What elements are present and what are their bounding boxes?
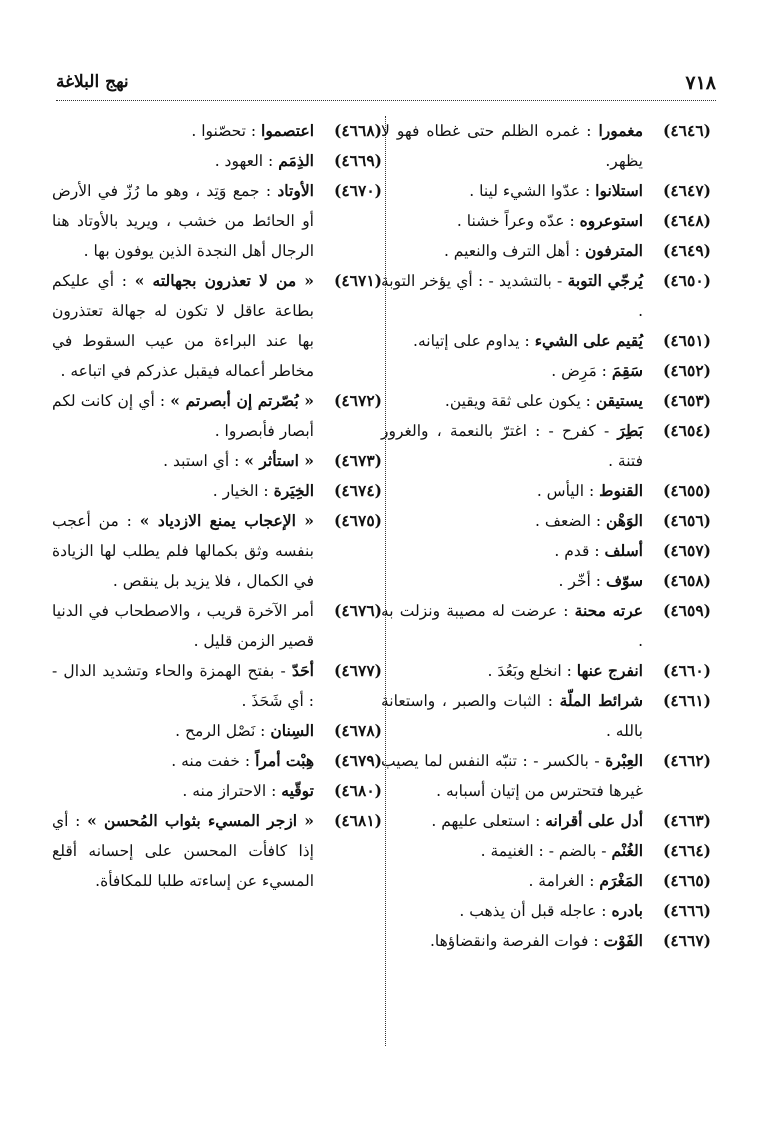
- glossary-entry: [52, 266, 382, 386]
- entry-body: [52, 476, 314, 506]
- entry-definition: : أي عليكم بطاعة عاقل لا تكون له جهالة تعتذرون بها عند البراءة من عيب السقوط في مخاطر أعماله فيقبل عذركم في اتباعه .: [52, 272, 314, 380]
- page-header: [56, 68, 716, 101]
- entry-definition: : عدّوا الشيء لينا .: [469, 182, 591, 200]
- entry-term: سوّف: [605, 571, 643, 590]
- glossary-entry: [52, 176, 382, 266]
- glossary-entry: [381, 686, 711, 746]
- glossary-entry: [52, 146, 382, 176]
- entry-body: [52, 386, 314, 446]
- entry-term: مغمورا: [598, 121, 643, 140]
- entry-body: [381, 506, 643, 536]
- entry-body: [381, 746, 643, 806]
- entry-number: (٤٦٧٢): [334, 391, 382, 410]
- entry-term: السِنان: [270, 721, 314, 740]
- entry-term: « الإعجاب يمنع الازدياد »: [139, 511, 314, 530]
- glossary-entry: [381, 536, 711, 566]
- glossary-entry: [52, 806, 382, 896]
- entry-definition: : العهود .: [214, 152, 274, 170]
- entry-body: [381, 596, 643, 656]
- glossary-entry: [381, 596, 711, 656]
- entry-body: [52, 176, 314, 266]
- entry-definition: : أي استبد .: [163, 452, 240, 470]
- entry-term: يُقيم على الشيء: [534, 331, 643, 350]
- entry-number: (٤٦٧٣): [334, 451, 382, 470]
- entry-definition: : خفت منه .: [171, 752, 251, 770]
- entry-term: بادره: [611, 901, 643, 920]
- entry-definition: : نَصْل الرمح .: [175, 722, 266, 740]
- entry-body: [52, 146, 314, 176]
- entry-body: [52, 776, 314, 806]
- entry-definition: : غمره الظلم حتى غطاه فهو لا يظهر.: [381, 122, 643, 170]
- entry-term: اعتصموا: [261, 121, 314, 140]
- entry-number: (٤٦٥٥): [663, 481, 711, 500]
- entry-body: [52, 806, 314, 896]
- entry-definition: : يداوم على إتيانه.: [413, 332, 530, 350]
- entry-number: (٤٦٥٦): [663, 511, 711, 530]
- entry-body: [52, 716, 314, 746]
- entry-number: (٤٦٦٣): [663, 811, 711, 830]
- entry-term: القنوط: [599, 481, 643, 500]
- entry-number: (٤٦٥٨): [663, 571, 711, 590]
- entry-definition: : عرضت له مصيبة ونزلت به .: [381, 602, 643, 650]
- entry-number: (٤٦٥٣): [663, 391, 711, 410]
- entry-definition: : من أعجب بنفسه وثق بكمالها فلم يطلب لها الزيادة في الكمال ، فلا يزيد بل ينقص .: [52, 512, 314, 590]
- entry-body: [381, 116, 643, 176]
- entry-body: [381, 236, 643, 266]
- entry-body: [381, 416, 643, 476]
- entry-definition: : أي إذا كافأت المحسن على إحسانه أقلع المسيء عن إساءته طلبا للمكافأة.: [52, 812, 314, 890]
- glossary-entry: [381, 656, 711, 686]
- entry-term: توقّيه: [281, 781, 314, 800]
- entry-number: (٤٦٥٩): [663, 601, 711, 620]
- entry-definition: - بالتشديد - : أي يؤخر التوبة .: [381, 272, 643, 320]
- entry-number: (٤٦٦٥): [663, 871, 711, 890]
- entry-number: (٤٦٥٤): [663, 421, 711, 440]
- entry-body: [381, 566, 643, 596]
- book-title: نهج البلاغة: [56, 72, 129, 92]
- entry-body: [381, 896, 643, 926]
- right-column: [381, 116, 711, 956]
- entry-number: (٤٦٦٦): [663, 901, 711, 920]
- entry-definition: - بفتح الهمزة والحاء وتشديد الدال - : أي شَحَذَ .: [52, 662, 314, 710]
- glossary-entry: [52, 656, 382, 716]
- entry-term: أدل على أقرانه: [545, 811, 643, 830]
- entry-term: عرته محنة: [574, 601, 643, 620]
- glossary-entry: [52, 746, 382, 776]
- glossary-entry: [381, 806, 711, 836]
- entry-term: يُرجّي التوبة: [567, 271, 643, 290]
- glossary-entry: [381, 896, 711, 926]
- glossary-entry: [381, 176, 711, 206]
- glossary-entry: [381, 506, 711, 536]
- entry-term: المترفون: [584, 241, 643, 260]
- entry-body: [381, 176, 643, 206]
- entry-number: (٤٦٤٦): [663, 121, 711, 140]
- glossary-entry: [381, 356, 711, 386]
- entry-body: [381, 806, 643, 836]
- entry-body: [381, 536, 643, 566]
- entry-definition: : أي إن كانت لكم أبصار فأبصروا .: [52, 392, 314, 440]
- entry-definition: : قدم .: [554, 542, 600, 560]
- entry-term: الذِمَم: [278, 151, 314, 170]
- entry-number: (٤٦٨٠): [334, 781, 382, 800]
- entry-number: (٤٦٤٨): [663, 211, 711, 230]
- entry-term: الوَهْن: [605, 511, 643, 530]
- entry-definition: : الاحتراز منه .: [182, 782, 277, 800]
- entry-definition: : جمع وَتِد ، وهو ما رُزّ في الأرض أو الحائط من خشب ، ويريد بالأوتاد هنا الرجال أهل النجدة الذين يوفون بها .: [52, 182, 314, 260]
- entry-body: [381, 386, 643, 416]
- glossary-entry: [381, 746, 711, 806]
- entry-definition: : مَرِض .: [551, 362, 607, 380]
- entry-body: [52, 266, 314, 386]
- entry-definition: - بالكسر - : تنبّه النفس لما يصيب غيرها فتحترس من إتيان أسبابه .: [381, 752, 643, 800]
- entry-term: شرائط الملّة: [559, 691, 643, 710]
- entry-number: (٤٦٦٠): [663, 661, 711, 680]
- entry-body: [52, 446, 314, 476]
- entry-definition: : الغرامة .: [528, 872, 595, 890]
- entry-number: (٤٦٥٢): [663, 361, 711, 380]
- entry-number: (٤٦٧٤): [334, 481, 382, 500]
- entry-term: يستيقن: [595, 391, 643, 410]
- entry-number: (٤٦٥٧): [663, 541, 711, 560]
- entry-number: (٤٦٧٠): [334, 181, 382, 200]
- entry-number: (٤٦٥٠): [663, 271, 711, 290]
- entry-definition: : أخّر .: [558, 572, 601, 590]
- entry-body: [52, 596, 314, 656]
- glossary-entry: [52, 506, 382, 596]
- glossary-entry: [381, 836, 711, 866]
- entry-definition: - بالضم - : الغنيمة .: [480, 842, 607, 860]
- entry-term: استلانوا: [595, 181, 643, 200]
- entry-definition: : الضعف .: [535, 512, 602, 530]
- entry-term: هِبْت أمراً: [255, 751, 314, 770]
- entry-term: الفَوْت: [603, 931, 643, 950]
- glossary-entry: [381, 476, 711, 506]
- glossary-entry: [381, 386, 711, 416]
- entry-definition: : اليأس .: [536, 482, 595, 500]
- entry-body: [52, 116, 314, 146]
- glossary-entry: [381, 866, 711, 896]
- glossary-entry: [381, 326, 711, 356]
- entry-number: (٤٦٤٩): [663, 241, 711, 260]
- entry-term: أحَدّ: [291, 661, 314, 680]
- entry-body: [52, 506, 314, 596]
- entry-body: [381, 686, 643, 746]
- entry-number: (٤٦٦١): [663, 691, 711, 710]
- glossary-entry: [381, 236, 711, 266]
- entry-number: (٤٦٧١): [334, 271, 382, 290]
- entry-definition: : الثبات والصبر ، واستعانة بالله .: [381, 692, 643, 740]
- entry-term: « استأثر »: [244, 451, 314, 470]
- entry-term: المَغْرَم: [599, 871, 643, 890]
- entry-definition: : فوات الفرصة وانقضاؤها.: [429, 932, 599, 950]
- entry-body: [381, 836, 643, 866]
- entry-number: (٤٦٦٨): [334, 121, 382, 140]
- entry-term: بَطِرَ: [617, 421, 643, 440]
- entry-definition: : انخلع وبَعُدَ .: [487, 662, 572, 680]
- entry-body: [381, 926, 643, 956]
- entry-number: (٤٦٦٩): [334, 151, 382, 170]
- entry-number: (٤٦٧٧): [334, 661, 382, 680]
- entry-definition: : استعلى عليهم .: [431, 812, 541, 830]
- entry-term: « ازجر المسيء بثواب المُحسن »: [87, 811, 314, 830]
- entry-body: [52, 656, 314, 716]
- glossary-entry: [381, 266, 711, 326]
- entry-number: (٤٦٦٢): [663, 751, 711, 770]
- entry-term: سَقِمَ: [611, 361, 643, 380]
- glossary-entry: [381, 206, 711, 236]
- glossary-entry: [381, 116, 711, 176]
- entry-term: الخِيَرة: [273, 481, 314, 500]
- entry-number: (٤٦٧٥): [334, 511, 382, 530]
- entry-definition: : عاجله قبل أن يذهب .: [459, 902, 607, 920]
- entry-number: (٤٦٧٩): [334, 751, 382, 770]
- entry-definition: : أهل الترف والنعيم .: [443, 242, 581, 260]
- entry-body: [381, 356, 643, 386]
- entry-number: (٤٦٦٤): [663, 841, 711, 860]
- entry-body: [381, 866, 643, 896]
- entry-definition: أمر الآخرة قريب ، والاصطحاب في الدنيا قصير الزمن قليل .: [52, 602, 314, 650]
- column-divider: [385, 116, 387, 1046]
- glossary-entry: [52, 386, 382, 446]
- entry-definition: : عدّه وعراً خشنا .: [456, 212, 575, 230]
- entry-term: الغُنْم: [611, 841, 643, 860]
- entry-definition: - كفرح - : اغترّ بالنعمة ، والغرور فتنة .: [381, 422, 643, 470]
- entry-term: أسلف: [604, 541, 643, 560]
- entry-number: (٤٦٨١): [334, 811, 382, 830]
- glossary-entry: [381, 566, 711, 596]
- entry-body: [381, 656, 643, 686]
- entry-term: الأوتاد: [277, 181, 314, 200]
- entry-definition: : الخيار .: [212, 482, 269, 500]
- page-number: ٧١٨: [685, 72, 716, 94]
- entry-term: استوعروه: [579, 211, 643, 230]
- glossary-entry: [381, 416, 711, 476]
- glossary-entry: [52, 116, 382, 146]
- entry-term: « من لا تعذرون بجهالته »: [134, 271, 314, 290]
- glossary-entry: [52, 476, 382, 506]
- glossary-entry: [52, 446, 382, 476]
- entry-body: [381, 266, 643, 326]
- entry-term: العِبْرة: [605, 751, 643, 770]
- entry-definition: : تحصّنوا .: [191, 122, 257, 140]
- entry-number: (٤٦٤٧): [663, 181, 711, 200]
- left-column: [52, 116, 382, 896]
- glossary-entry: [381, 926, 711, 956]
- entry-definition: : يكون على ثقة ويقين.: [444, 392, 591, 410]
- entry-number: (٤٦٧٦): [334, 601, 382, 620]
- glossary-entry: [52, 716, 382, 746]
- entry-term: « بُصّرتم إن أبصرتم »: [170, 391, 314, 410]
- entry-number: (٤٦٥١): [663, 331, 711, 350]
- entry-body: [381, 206, 643, 236]
- entry-number: (٤٦٦٧): [663, 931, 711, 950]
- glossary-entry: [52, 776, 382, 806]
- entry-body: [381, 476, 643, 506]
- entry-body: [381, 326, 643, 356]
- entry-body: [52, 746, 314, 776]
- glossary-entry: [52, 596, 382, 656]
- entry-number: (٤٦٧٨): [334, 721, 382, 740]
- entry-term: انفرج عنها: [576, 661, 643, 680]
